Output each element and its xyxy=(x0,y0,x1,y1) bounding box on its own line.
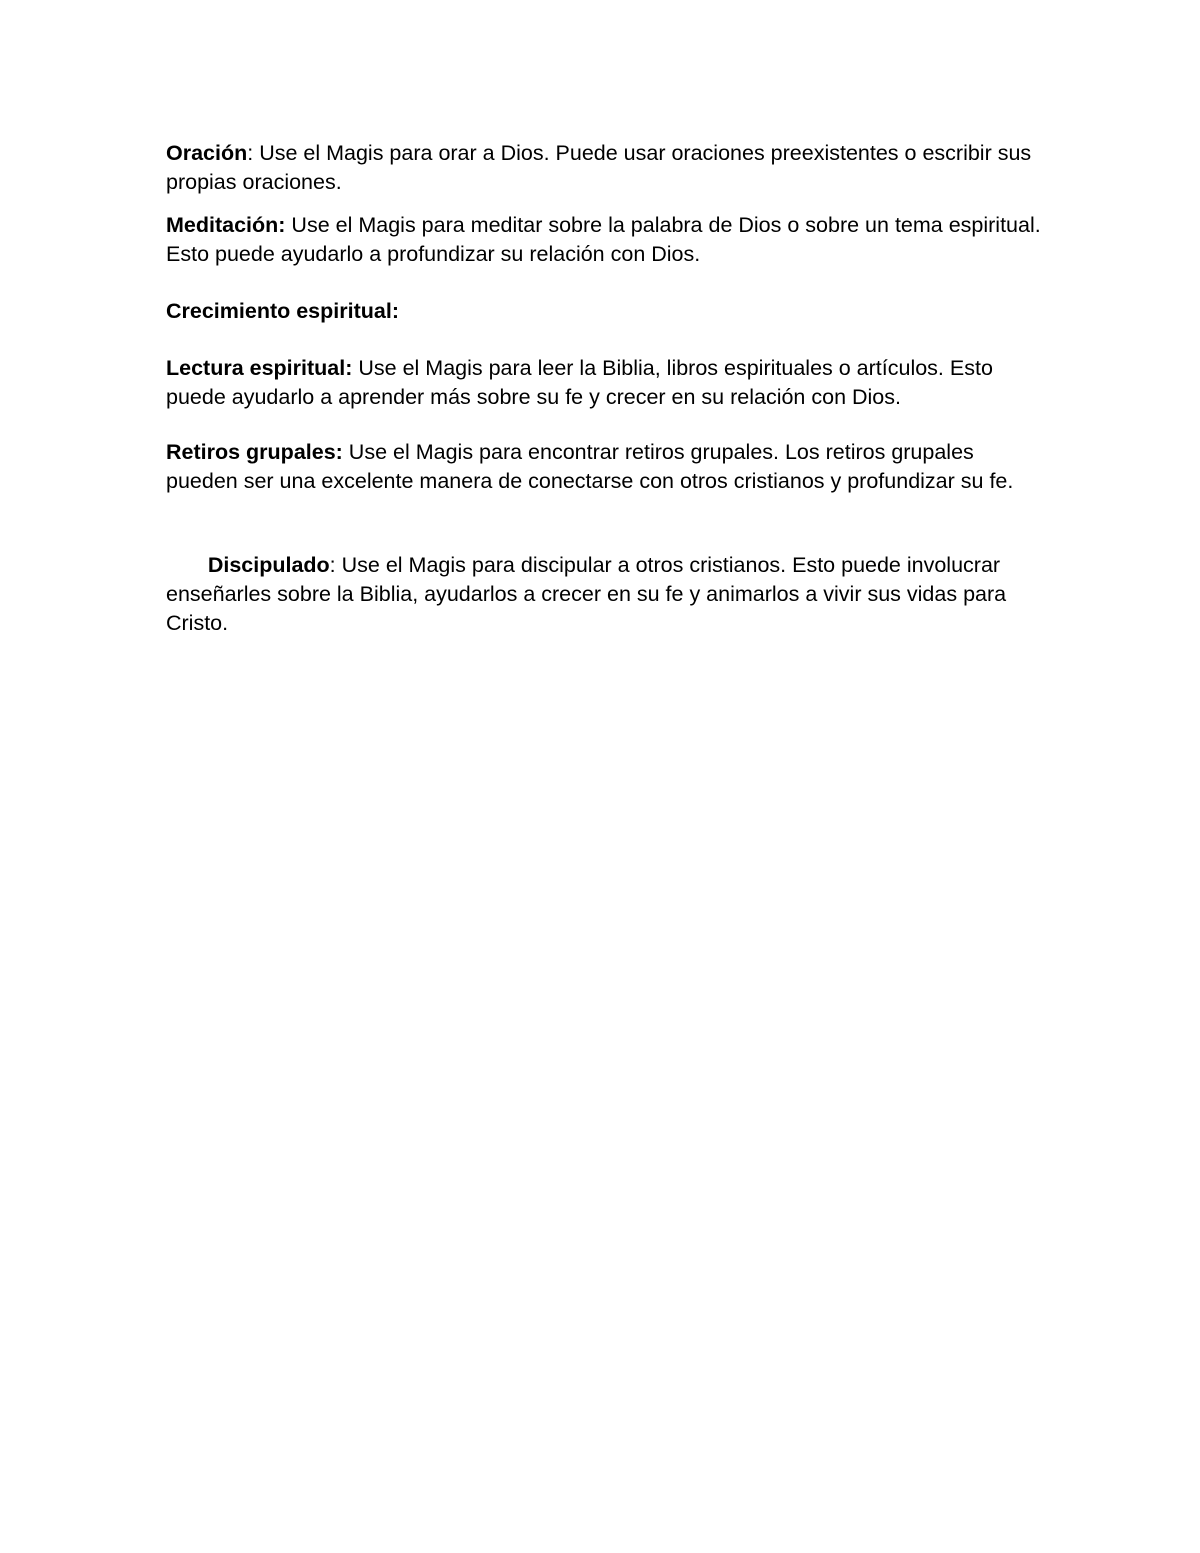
text-discipulado: : Use el Magis para discipular a otros cristianos. Esto puede involucrar enseñarles sobre la Biblia, ayudarlos a crecer en su fe y animarlos a vivir sus vidas para Cristo. xyxy=(166,553,1013,635)
text-lectura: Use el Magis para leer la Biblia, libros espirituales o artículos. Esto puede ayudarlo a aprender más sobre su fe y crecer en su relación con Dios. xyxy=(166,356,993,409)
term-discipulado: Discipulado xyxy=(201,553,330,577)
paragraph-oracion xyxy=(166,139,1046,197)
text-meditacion: Use el Magis para meditar sobre la palabra de Dios o sobre un tema espiritual. Esto puede ayudarlo a profundizar su relación con Dios. xyxy=(166,213,1041,266)
paragraph-lectura xyxy=(166,354,1046,412)
paragraph-meditacion xyxy=(166,211,1046,269)
term-meditacion: Meditación: xyxy=(166,213,286,237)
paragraph-retiros xyxy=(166,438,1046,496)
paragraph-discipulado xyxy=(166,522,1046,667)
term-lectura: Lectura espiritual: xyxy=(166,356,353,380)
document-body xyxy=(166,139,1046,667)
term-retiros: Retiros grupales: xyxy=(166,440,343,464)
text-retiros: Use el Magis para encontrar retiros grupales. Los retiros grupales pueden ser una excelente manera de conectarse con otros cristianos y profundizar su fe. xyxy=(166,440,1014,493)
text-oracion: : Use el Magis para orar a Dios. Puede usar oraciones preexistentes o escribir sus propias oraciones. xyxy=(166,141,1032,194)
term-oracion: Oración xyxy=(166,141,248,165)
section-heading-crecimiento xyxy=(166,297,1046,326)
term-crecimiento: Crecimiento espiritual: xyxy=(166,299,399,323)
